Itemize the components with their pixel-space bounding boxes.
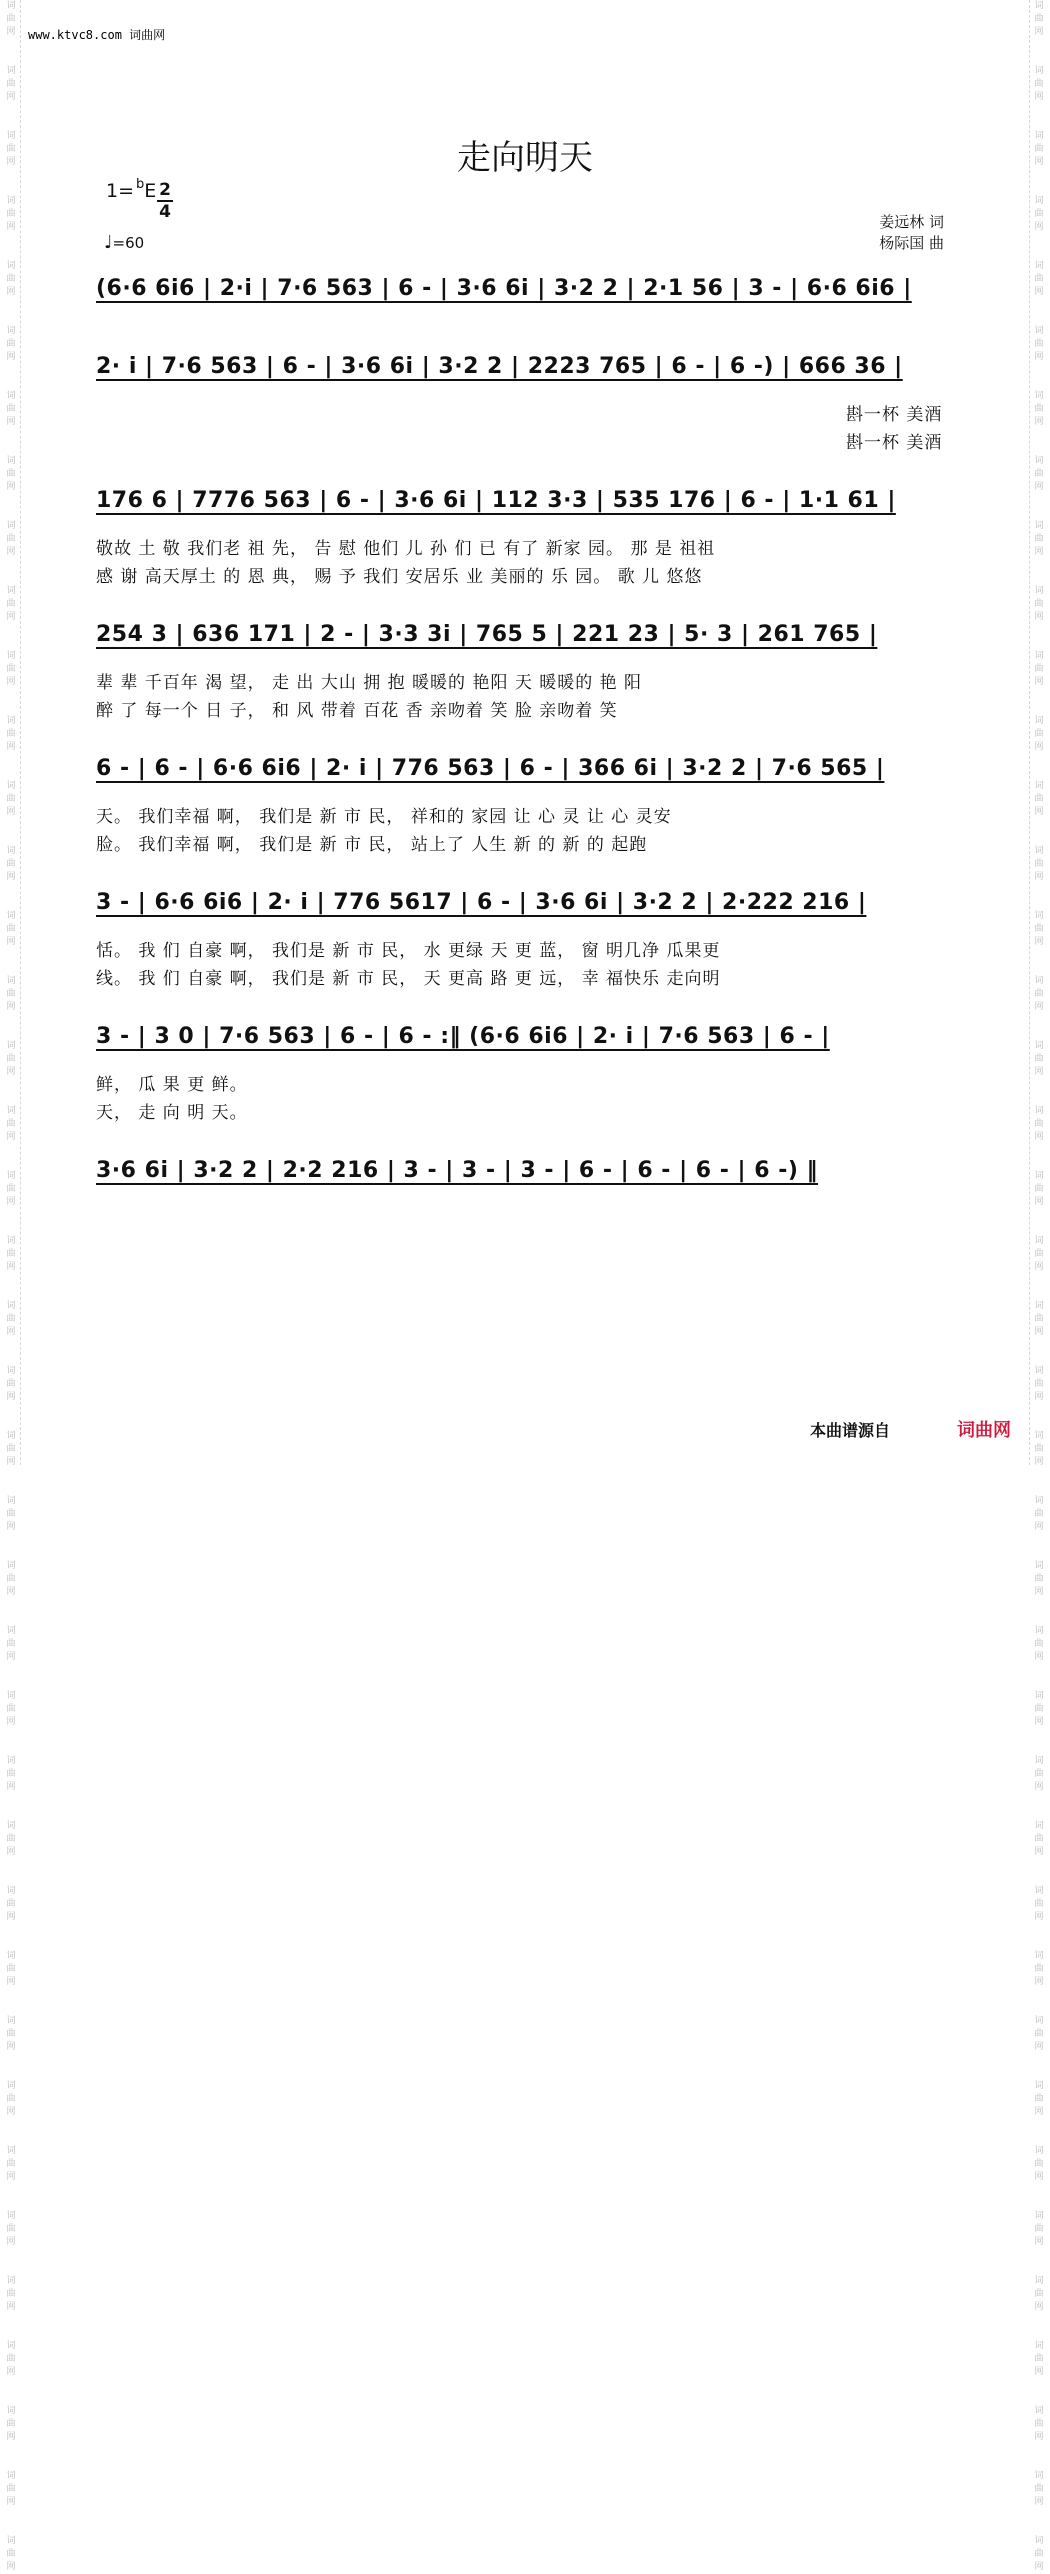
notation-line: 2· i | 7·6 563 | 6 - | 3·6 6i | 3·2 2 | 2223 765 | 6 - | 6 -) | 666 36 | bbox=[96, 354, 903, 379]
time-signature bbox=[156, 180, 174, 222]
notation-line: 254 3 | 636 171 | 2 - | 3·3 3i | 765 5 | 221 23 | 5· 3 | 261 765 | bbox=[96, 622, 878, 647]
lyric-verse-2: 线。 我 们 自豪 啊， 我们是 新 市 民， 天 更高 路 更 远， 幸 福快乐 走向明 bbox=[96, 969, 721, 989]
key-note: E bbox=[144, 180, 157, 202]
notation-line: 3·6 6i | 3·2 2 | 2·2 216 | 3 - | 3 - | 3 - | 6 - | 6 - | 6 - | 6 -) ‖ bbox=[96, 1158, 819, 1183]
time-bottom: 4 bbox=[159, 202, 171, 222]
score-system-7 bbox=[96, 1024, 956, 1126]
lyric-verse-2: 斟一杯 美酒 bbox=[846, 433, 943, 453]
footer-source-link[interactable]: 词曲网 bbox=[957, 1420, 1011, 1441]
tempo-marking bbox=[104, 232, 144, 253]
lyric-verse-1: 斟一杯 美酒 bbox=[846, 405, 943, 425]
score-system-6 bbox=[96, 890, 956, 992]
footer-source-label: 本曲谱源自 bbox=[810, 1421, 891, 1440]
lyrics-block bbox=[96, 936, 956, 992]
composer: 杨际国 曲 bbox=[879, 234, 944, 252]
lyric-verse-2: 醉 了 每一个 日 子， 和 风 带着 百花 香 亲吻着 笑 脸 亲吻着 笑 bbox=[96, 701, 618, 721]
watermark-strip-left: 词 曲 网 词 曲 网 词 曲 网 词 曲 网 词 曲 网 词 曲 网 词 曲 网 词 曲 网 词 曲 网 词 曲 网 词 曲 网 词 曲 网 词 曲 网 词 曲 网 词 曲 网 词 曲 网 词 曲 网 词 曲 网 词 曲 网 词 曲 网 词 曲 网 词 曲 网 词 曲 网 词 曲 网 词 曲 网 词 曲 网 词 曲 网 词 曲 网 词 曲 网 词 曲 网 词 曲 网 词 曲 网 词 曲 网 词 曲 网 词 曲 网 词 曲 网 词 曲 网 词 曲 网 词 曲 网 词 曲 网 bbox=[2, 0, 21, 1465]
lyricist: 姜远林 词 bbox=[879, 213, 944, 231]
score-system-2 bbox=[96, 354, 956, 456]
watermark-strip-right: 词 曲 网 词 曲 网 词 曲 网 词 曲 网 词 曲 网 词 曲 网 词 曲 网 词 曲 网 词 曲 网 词 曲 网 词 曲 网 词 曲 网 词 曲 网 词 曲 网 词 曲 网 词 曲 网 词 曲 网 词 曲 网 词 曲 网 词 曲 网 词 曲 网 词 曲 网 词 曲 网 词 曲 网 词 曲 网 词 曲 网 词 曲 网 词 曲 网 词 曲 网 词 曲 网 词 曲 网 词 曲 网 词 曲 网 词 曲 网 词 曲 网 词 曲 网 词 曲 网 词 曲 网 词 曲 网 词 曲 网 bbox=[1029, 0, 1048, 1465]
notation-line: (6·6 6i6 | 2·i | 7·6 563 | 6 - | 3·6 6i | 3·2 2 | 2·1 56 | 3 - | 6·6 6i6 | bbox=[96, 276, 912, 301]
credits bbox=[879, 212, 944, 254]
lyrics-block bbox=[96, 668, 956, 724]
quarter-note-icon: ♩ bbox=[104, 232, 113, 253]
site-url[interactable]: www.ktvc8.com 词曲网 bbox=[28, 28, 166, 42]
score-system-8 bbox=[96, 1158, 956, 1198]
page-title: 走向明天 bbox=[457, 138, 593, 178]
lyrics-block bbox=[96, 534, 956, 590]
score-system-1 bbox=[96, 276, 956, 316]
notation-line: 3 - | 6·6 6i6 | 2· i | 776 5617 | 6 - | 3·6 6i | 3·2 2 | 2·222 216 | bbox=[96, 890, 867, 915]
key-prefix: 1= bbox=[106, 180, 135, 202]
lyric-verse-1: 天。 我们幸福 啊， 我们是 新 市 民， 祥和的 家园 让 心 灵 让 心 灵安 bbox=[96, 807, 672, 827]
tempo-value: =60 bbox=[112, 234, 145, 252]
notation-line: 3 - | 3 0 | 7·6 563 | 6 - | 6 - :‖ (6·6 6i6 | 2· i | 7·6 563 | 6 - | bbox=[96, 1024, 830, 1049]
lyric-verse-2: 感 谢 高天厚土 的 恩 典， 赐 予 我们 安居乐 业 美丽的 乐 园。 歌 儿 悠悠 bbox=[96, 567, 703, 587]
lyric-verse-1: 辈 辈 千百年 渴 望， 走 出 大山 拥 抱 暖暖的 艳阳 天 暖暖的 艳 阳 bbox=[96, 673, 643, 693]
score-system-3 bbox=[96, 488, 956, 590]
score-system-4 bbox=[96, 622, 956, 724]
key-signature bbox=[106, 177, 157, 202]
lyric-verse-1: 鲜， 瓜 果 更 鲜。 bbox=[96, 1075, 248, 1095]
lyric-verse-2: 天， 走 向 明 天。 bbox=[96, 1103, 248, 1123]
time-top: 2 bbox=[159, 180, 171, 200]
lyric-verse-2: 脸。 我们幸福 啊， 我们是 新 市 民， 站上了 人生 新 的 新 的 起跑 bbox=[96, 835, 648, 855]
flat-sign: b bbox=[136, 177, 145, 192]
notation-line: 6 - | 6 - | 6·6 6i6 | 2· i | 776 563 | 6 - | 366 6i | 3·2 2 | 7·6 565 | bbox=[96, 756, 885, 781]
lyrics-block bbox=[96, 400, 956, 456]
score-system-5 bbox=[96, 756, 956, 858]
notation-line: 176 6 | 7776 563 | 6 - | 3·6 6i | 112 3·3 | 535 176 | 6 - | 1·1 61 | bbox=[96, 488, 896, 513]
lyric-verse-1: 敬故 土 敬 我们老 祖 先， 告 慰 他们 儿 孙 们 已 有了 新家 园。 那 是 祖祖 bbox=[96, 539, 716, 559]
lyric-verse-1: 恬。 我 们 自豪 啊， 我们是 新 市 民， 水 更绿 天 更 蓝， 窗 明几净 瓜果更 bbox=[96, 941, 721, 961]
lyrics-block bbox=[96, 802, 956, 858]
lyrics-block bbox=[96, 1070, 956, 1126]
